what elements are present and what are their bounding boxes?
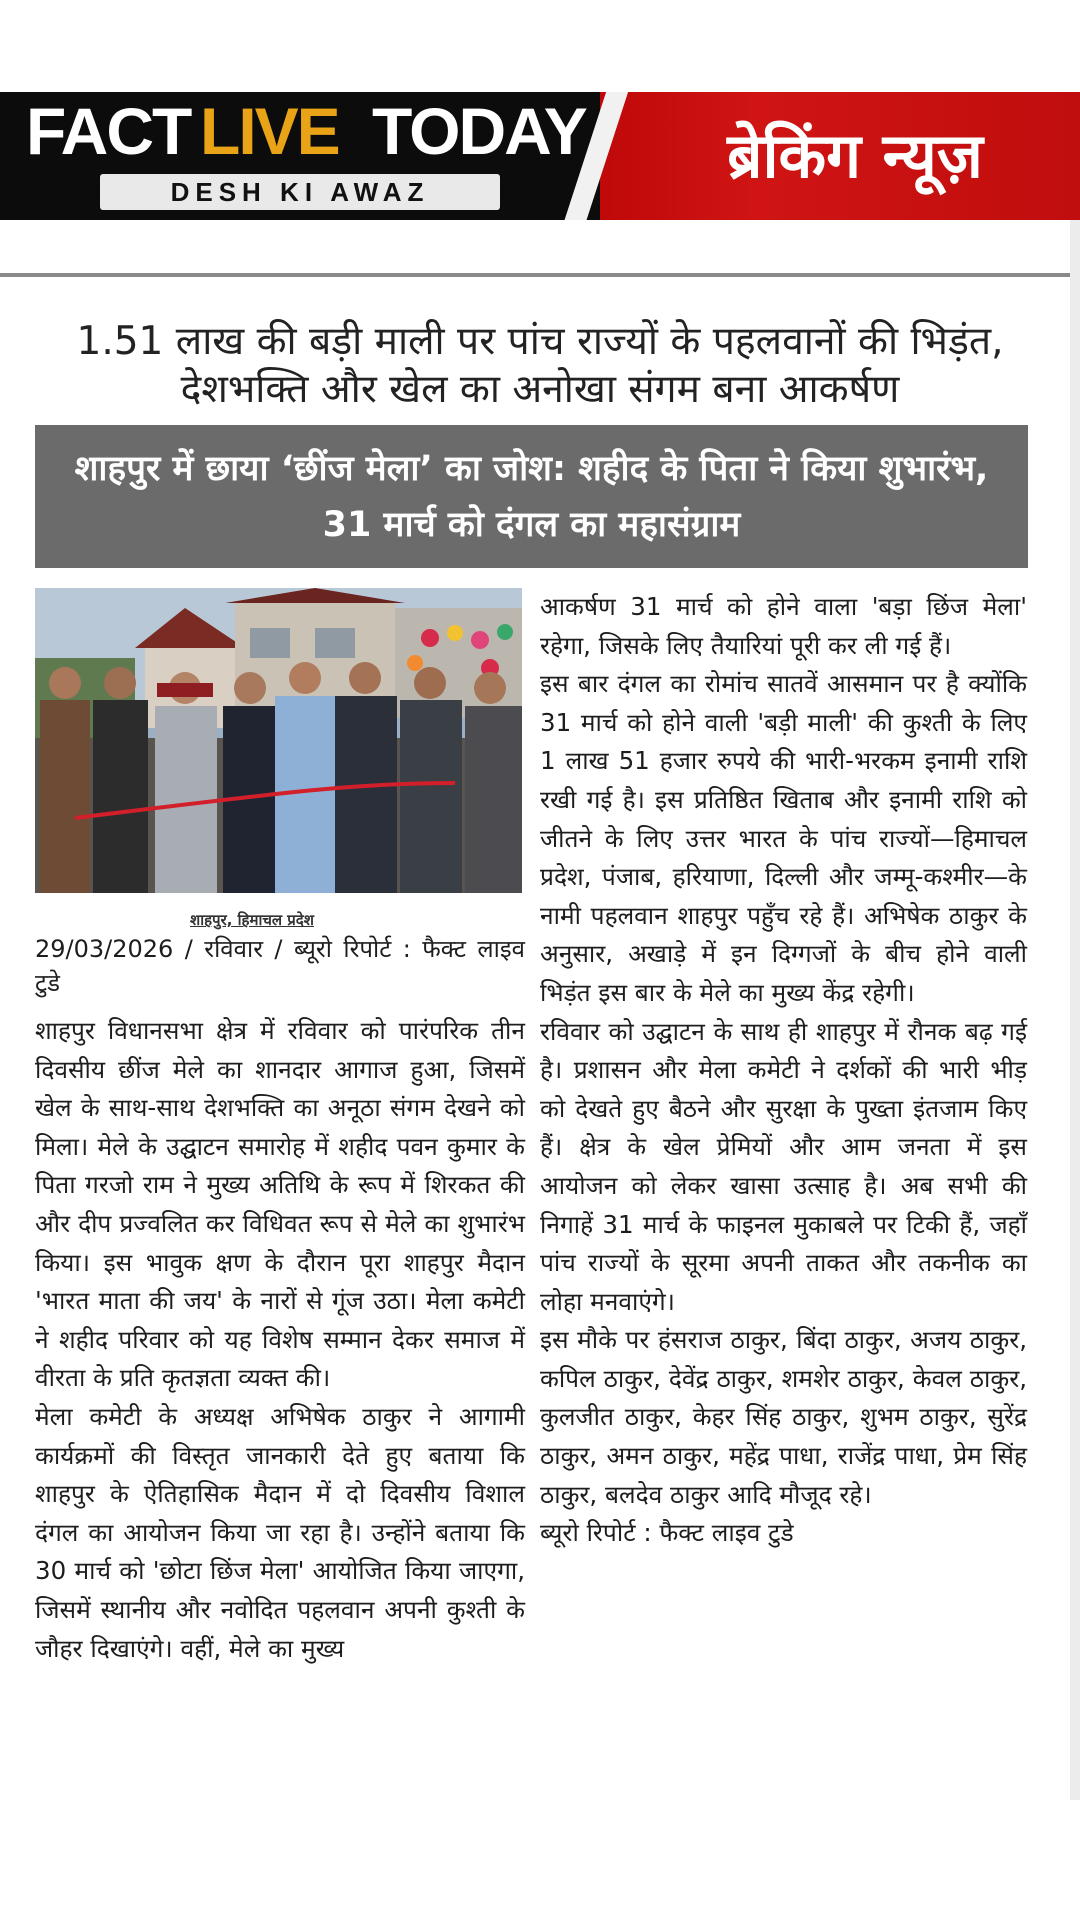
- body-paragraph: रविवार को उद्घाटन के साथ ही शाहपुर में रौनक बढ़ गई है। प्रशासन और मेला कमेटी ने दर्शकों की भारी भीड़ को देखते हुए बैठने और सुरक्षा के पुख्ता इंतजाम किए हैं। क्षेत्र के खेल प्रेमियों और आम जनता में इस आयोजन को लेकर खासा उत्साह है। अब सभी की निगाहें 31 मार्च के फाइनल मुकाबले पर टिकी हैं, जहाँ पांच राज्यों के सूरमा अपनी ताकत और तकनीक का लोहा मनवाएंगे।: [540, 1016, 1027, 1316]
- body-paragraph: इस बार दंगल का रोमांच सातवें आसमान पर है क्योंकि 31 मार्च को होने वाली 'बड़ी माली' की कुश्ती के लिए 1 लाख 51 हजार रुपये की भारी-भरकम इनामी राशि रखी गई है। इस प्रतिष्ठित खिताब और इनामी राशि को जीतने के लिए उत्तर भारत के पांच राज्यों—हिमाचल प्रदेश, पंजाब, हरियाणा, दिल्ली और जम्मू-कश्मीर—के नामी पहलवान शाहपुर पहुँच रहे हैं। अभिषेक ठाकुर के अनुसार, अखाड़े में इन दिग्गजों के बीच होने वाली भिड़ंत इस बार के मेले का मुख्य केंद्र रहेगी।: [540, 669, 1027, 1007]
- article-column-left: [35, 1012, 525, 1668]
- masthead-banner: [0, 92, 1080, 220]
- body-paragraph: शाहपुर विधानसभा क्षेत्र में रविवार को पारंपरिक तीन दिवसीय छींज मेले का शानदार आगाज हुआ, जिसमें खेल के साथ-साथ देशभक्ति का अनूठा संगम देखने को मिला। मेले के उद्घाटन समारोह में शहीद पवन कुमार के पिता गरजो राम ने मुख्य अतिथि के रूप में शिरकत की और दीप प्रज्वलित कर विधिवत रूप से मेले का शुभारंभ किया। इस भावुक क्षण के दौरान पूरा शाहपुर मैदान 'भारत माता की जय' के नारों से गूंज उठा। मेला कमेटी ने शहीद परिवार को यह विशेष सम्मान देकर समाज में वीरता के प्रति कृतज्ञता व्यक्त की।: [35, 1016, 525, 1393]
- article-dateline: 29/03/2026 / रविवार / ब्यूरो रिपोर्ट : फैक्ट लाइव टुडे: [35, 935, 525, 997]
- header-rule: [0, 273, 1080, 277]
- breaking-news-label: ब्रेकिंग न्यूज़: [727, 119, 983, 192]
- body-paragraph: आकर्षण 31 मार्च को होने वाला 'बड़ा छिंज मेला' रहेगा, जिसके लिए तैयारियां पूरी कर ली गई हैं।: [540, 592, 1027, 660]
- channel-logo: [0, 92, 600, 220]
- news-photo: [35, 588, 522, 893]
- article-headline: 1.51 लाख की बड़ी माली पर पांच राज्यों के पहलवानों की भिड़ंत, देशभक्ति और खेल का अनोखा संगम बना आकर्षण: [76, 319, 1004, 412]
- logo-tagline: DESH KI AWAZ: [100, 174, 500, 210]
- page-edge-shadow: [1070, 220, 1080, 1800]
- logo-text-fact: FACT: [26, 94, 191, 168]
- logo-text-today: TODAY: [372, 94, 586, 168]
- byline: ब्यूरो रिपोर्ट : फैक्ट लाइव टुडे: [540, 1518, 794, 1548]
- logo-text-live: LIVE: [200, 94, 339, 168]
- article-subheadline: शाहपुर में छाया ‘छींज मेला’ का जोश: शहीद के पिता ने किया शुभारंभ, 31 मार्च को दंगल का महासंग्राम: [35, 425, 1028, 568]
- body-paragraph: इस मौके पर हंसराज ठाकुर, बिंदा ठाकुर, अजय ठाकुर, कपिल ठाकुर, देवेंद्र ठाकुर, शमशेर ठाकुर, केवल ठाकुर, कुलजीत ठाकुर, केहर सिंह ठाकुर, शुभम ठाकुर, सुरेंद्र ठाकुर, अमन ठाकुर, महेंद्र पाधा, राजेंद्र पाधा, प्रेम सिंह ठाकुर, बलदेव ठाकुर आदि मौजूद रहे।: [540, 1325, 1027, 1509]
- article-column-right: [540, 588, 1027, 1553]
- body-paragraph: मेला कमेटी के अध्यक्ष अभिषेक ठाकुर ने आगामी कार्यक्रमों की विस्तृत जानकारी देते हुए बताया कि शाहपुर के ऐतिहासिक मैदान में दो दिवसीय विशाल दंगल का आयोजन किया जा रहा है। उन्होंने बताया कि 30 मार्च को 'छोटा छिंज मेला' आयोजित किया जाएगा, जिसमें स्थानीय और नवोदित पहलवान अपनी कुश्ती के जौहर दिखाएंगे। वहीं, मेले का मुख्य: [35, 1401, 525, 1663]
- inauguration-photo-illustration: [35, 588, 522, 893]
- photo-location-caption: शाहपुर, हिमाचल प्रदेश: [190, 911, 314, 929]
